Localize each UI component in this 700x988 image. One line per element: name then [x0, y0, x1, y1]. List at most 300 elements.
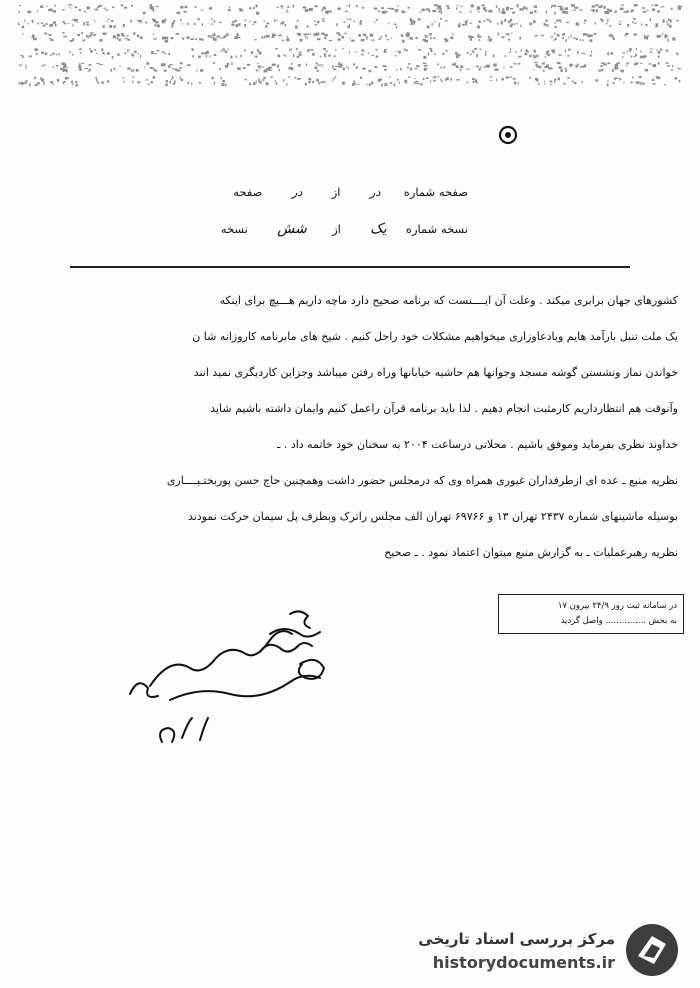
noise-speck: [287, 6, 289, 8]
noise-speck: [615, 64, 618, 67]
noise-speck: [358, 34, 360, 37]
noise-speck: [64, 81, 67, 82]
noise-speck: [416, 83, 419, 84]
noise-speck: [317, 70, 319, 72]
noise-speck: [151, 51, 154, 54]
noise-speck: [69, 51, 70, 53]
noise-speck: [124, 38, 127, 39]
noise-speck: [485, 53, 486, 56]
noise-speck: [678, 7, 681, 9]
noise-speck: [607, 9, 609, 11]
noise-speck: [37, 82, 40, 84]
noise-speck: [305, 36, 306, 38]
noise-speck: [484, 66, 486, 68]
noise-speck: [540, 66, 542, 68]
noise-speck: [349, 18, 351, 20]
noise-speck: [34, 77, 36, 79]
noise-speck: [544, 23, 546, 26]
noise-speck: [521, 49, 522, 52]
noise-speck: [127, 49, 130, 50]
noise-speck: [146, 79, 148, 81]
noise-speck: [181, 23, 182, 24]
noise-speck: [172, 68, 176, 69]
noise-speck: [657, 10, 660, 12]
noise-speck: [485, 10, 487, 12]
noise-speck: [256, 5, 258, 8]
noise-speck: [456, 55, 459, 58]
noise-speck: [103, 25, 105, 27]
noise-speck: [180, 77, 181, 80]
noise-speck: [285, 55, 287, 57]
noise-speck: [72, 38, 74, 41]
noise-speck: [487, 19, 490, 21]
noise-speck: [127, 35, 129, 36]
noise-speck: [292, 68, 294, 71]
noise-speck: [388, 23, 389, 24]
noise-speck: [595, 4, 598, 6]
noise-speck: [456, 7, 457, 9]
noise-speck: [44, 33, 47, 35]
noise-speck: [257, 63, 258, 64]
noise-speck: [22, 55, 24, 58]
noise-speck: [561, 69, 563, 72]
noise-speck: [25, 65, 26, 67]
noise-speck: [332, 65, 334, 66]
noise-speck: [512, 12, 515, 14]
noise-speck: [385, 83, 388, 86]
noise-speck: [172, 22, 175, 25]
noise-speck: [446, 5, 449, 7]
noise-speck: [254, 39, 256, 40]
noise-speck: [165, 37, 168, 40]
noise-speck: [157, 50, 160, 52]
noise-speck: [40, 5, 43, 8]
noise-speck: [478, 11, 480, 12]
noise-speck: [136, 69, 139, 72]
noise-speck: [249, 7, 252, 9]
noise-speck: [90, 48, 91, 50]
noise-speck: [264, 36, 266, 39]
noise-speck: [123, 77, 125, 78]
noise-speck: [326, 51, 328, 52]
noise-speck: [235, 24, 238, 27]
noise-speck: [490, 76, 492, 77]
noise-speck: [117, 37, 119, 39]
noise-speck: [354, 21, 355, 23]
noise-speck: [391, 38, 392, 39]
noise-speck: [324, 36, 326, 39]
noise-speck: [517, 5, 519, 7]
noise-speck: [671, 70, 674, 71]
noise-speck: [554, 80, 555, 83]
noise-speck: [62, 32, 64, 34]
noise-speck: [52, 83, 54, 84]
copy-number-line: [221, 221, 468, 237]
noise-speck: [479, 68, 481, 71]
noise-speck: [658, 77, 660, 80]
noise-speck: [220, 38, 223, 39]
noise-speck: [671, 8, 673, 10]
noise-speck: [201, 9, 203, 10]
noise-speck: [26, 81, 27, 84]
noise-speck: [577, 51, 579, 54]
noise-speck: [279, 69, 280, 72]
noise-speck: [214, 33, 215, 35]
noise-speck: [344, 33, 346, 34]
noise-speck: [634, 34, 638, 36]
noise-speck: [502, 8, 504, 11]
noise-speck: [459, 11, 462, 12]
noise-speck: [546, 11, 547, 14]
noise-speck: [363, 34, 366, 36]
noise-speck: [95, 49, 97, 51]
noise-speck: [329, 40, 332, 41]
noise-speck: [390, 82, 392, 84]
noise-speck: [631, 56, 633, 58]
noise-speck: [209, 56, 211, 57]
noise-speck: [562, 37, 564, 39]
noise-speck: [338, 62, 340, 65]
noise-speck: [490, 80, 492, 81]
noise-speck: [478, 21, 480, 23]
noise-speck: [18, 83, 20, 84]
noise-speck: [360, 23, 362, 25]
noise-speck: [64, 69, 68, 72]
noise-speck: [198, 56, 201, 58]
noise-speck: [18, 11, 20, 12]
noise-speck: [430, 37, 432, 39]
noise-speck: [356, 5, 358, 7]
noise-speck: [153, 38, 156, 39]
noise-speck: [378, 11, 380, 12]
noise-speck: [420, 83, 423, 85]
noise-speck: [225, 51, 228, 53]
noise-speck: [590, 54, 592, 57]
noise-speck: [83, 22, 85, 25]
noise-speck: [563, 83, 565, 85]
noise-speck: [668, 19, 670, 21]
noise-speck: [547, 51, 550, 53]
noise-speck: [642, 7, 645, 9]
noise-speck: [485, 51, 486, 53]
noise-speck: [259, 81, 261, 84]
noise-speck: [41, 23, 43, 24]
noise-speck: [622, 53, 625, 54]
noise-speck: [41, 52, 44, 54]
noise-speck: [678, 68, 681, 69]
noise-speck: [164, 53, 166, 54]
noise-speck: [382, 11, 386, 14]
noise-speck: [632, 76, 633, 79]
page-of: از: [331, 185, 341, 199]
noise-speck: [624, 11, 626, 13]
watermark-title: مرکز بررسی اسناد تاریخی: [418, 930, 615, 948]
noise-speck: [573, 38, 577, 39]
noise-speck: [576, 65, 578, 68]
noise-speck: [478, 25, 479, 28]
noise-speck: [437, 5, 441, 8]
noise-speck: [635, 82, 637, 83]
noise-speck: [169, 81, 171, 83]
noise-speck: [604, 11, 608, 14]
noise-speck: [493, 64, 496, 67]
noise-speck: [457, 79, 460, 81]
noise-speck: [432, 23, 433, 26]
noise-speck: [456, 65, 459, 68]
noise-speck: [424, 40, 428, 43]
noise-speck: [369, 83, 371, 86]
noise-speck: [478, 39, 480, 41]
noise-speck: [437, 64, 439, 66]
noise-speck: [619, 24, 622, 25]
noise-speck: [612, 69, 614, 72]
noise-speck: [526, 7, 528, 9]
noise-speck: [607, 53, 608, 54]
noise-speck: [564, 7, 568, 10]
noise-speck: [381, 84, 383, 87]
noise-speck: [607, 81, 609, 82]
noise-speck: [547, 24, 548, 25]
noise-speck: [590, 39, 593, 42]
noise-speck: [501, 11, 505, 12]
noise-speck: [441, 78, 442, 81]
noise-speck: [658, 52, 659, 54]
noise-speck: [72, 25, 74, 27]
noise-speck: [501, 22, 503, 24]
noise-speck: [432, 10, 436, 12]
noise-speck: [43, 25, 46, 27]
noise-speck: [535, 35, 538, 37]
noise-speck: [256, 80, 257, 83]
page-number-line: [233, 185, 468, 199]
noise-speck: [356, 67, 358, 69]
noise-speck: [90, 32, 94, 33]
noise-speck: [232, 21, 234, 23]
noise-speck: [476, 66, 479, 68]
noise-speck: [162, 37, 166, 40]
noise-speck: [69, 4, 72, 6]
noise-speck: [280, 6, 283, 8]
noise-speck: [650, 51, 652, 53]
noise-speck: [95, 21, 96, 22]
noise-speck: [36, 53, 38, 55]
noise-speck: [234, 36, 238, 39]
noise-speck: [537, 66, 540, 68]
noise-speck: [653, 64, 657, 67]
noise-speck: [640, 56, 642, 58]
noise-speck: [300, 54, 302, 56]
noise-speck: [139, 20, 142, 23]
noise-speck: [384, 50, 386, 53]
noise-speck: [555, 26, 557, 28]
noise-speck: [637, 81, 640, 84]
noise-speck: [475, 79, 477, 82]
noise-speck: [451, 78, 452, 81]
noise-speck: [19, 65, 22, 66]
noise-speck: [471, 4, 474, 7]
noise-speck: [263, 77, 266, 79]
noise-speck: [245, 79, 247, 80]
noise-speck: [433, 80, 436, 82]
noise-speck: [506, 8, 509, 10]
noise-speck: [519, 8, 522, 10]
noise-speck: [558, 66, 562, 68]
noise-speck: [510, 48, 511, 50]
noise-speck: [362, 7, 365, 9]
noise-speck: [546, 20, 548, 22]
noise-speck: [231, 63, 232, 66]
noise-speck: [272, 34, 275, 37]
noise-speck: [21, 82, 24, 84]
noise-speck: [257, 49, 259, 52]
noise-speck: [105, 10, 109, 11]
noise-speck: [322, 81, 325, 83]
noise-speck: [140, 55, 141, 58]
noise-speck: [371, 40, 375, 41]
noise-speck: [275, 48, 278, 50]
noise-speck: [265, 25, 267, 27]
noise-speck: [219, 68, 220, 71]
noise-speck: [595, 79, 598, 81]
noise-speck: [433, 37, 435, 39]
noise-speck: [277, 20, 278, 21]
noise-speck: [606, 23, 607, 25]
noise-speck: [513, 78, 516, 80]
noise-speck: [497, 23, 499, 25]
noise-speck: [429, 48, 432, 49]
noise-speck: [266, 35, 270, 38]
noise-speck: [322, 9, 323, 12]
noise-speck: [76, 84, 78, 87]
noise-speck: [534, 50, 536, 53]
handwritten-signature: [110, 600, 350, 760]
noise-speck: [185, 6, 188, 8]
noise-speck: [509, 52, 511, 53]
noise-speck: [600, 65, 603, 67]
noise-speck: [515, 23, 517, 24]
noise-speck: [55, 24, 57, 26]
noise-speck: [84, 68, 88, 69]
noise-speck: [642, 56, 645, 59]
noise-speck: [554, 79, 556, 81]
noise-speck: [195, 38, 197, 40]
noise-speck: [86, 35, 88, 37]
noise-speck: [258, 65, 261, 68]
noise-speck: [663, 19, 665, 21]
noise-speck: [144, 67, 145, 69]
noise-speck: [251, 51, 253, 54]
noise-speck: [568, 37, 569, 38]
noise-speck: [415, 68, 417, 69]
noise-speck: [610, 25, 612, 27]
noise-speck: [496, 5, 497, 8]
noise-speck: [43, 82, 45, 85]
noise-speck: [314, 20, 315, 22]
noise-speck: [335, 68, 337, 70]
noise-speck: [81, 63, 84, 64]
body-line-6: نظریه منبع ـ عده ای ازطرفداران غیوری همراه وی که درمجلس حضور داشت وهمچنین حاج حسن پوربختـیــــاری: [166, 474, 678, 487]
noise-speck: [639, 76, 642, 78]
noise-speck: [244, 20, 246, 21]
noise-speck: [576, 38, 578, 40]
noise-speck: [335, 76, 336, 78]
noise-speck: [328, 54, 330, 56]
noise-speck: [78, 65, 81, 68]
noise-speck: [554, 33, 556, 35]
noise-speck: [346, 66, 347, 68]
noise-speck: [541, 35, 544, 36]
noise-speck: [402, 40, 405, 43]
noise-speck: [506, 33, 510, 35]
noise-speck: [127, 67, 130, 69]
noise-speck: [434, 21, 435, 22]
noise-speck: [551, 50, 554, 52]
noise-speck: [298, 64, 301, 67]
noise-speck: [678, 6, 681, 8]
noise-speck: [63, 36, 67, 38]
noise-speck: [550, 80, 553, 82]
noise-speck: [652, 79, 655, 81]
noise-speck: [544, 83, 545, 84]
noise-speck: [269, 70, 273, 71]
noise-speck: [177, 69, 181, 71]
noise-speck: [593, 33, 596, 35]
noise-speck: [619, 78, 621, 81]
noise-speck: [29, 83, 31, 86]
noise-speck: [613, 38, 615, 41]
noise-speck: [214, 54, 216, 56]
receipt-stamp: [498, 594, 684, 634]
noise-speck: [653, 83, 656, 84]
noise-speck: [32, 20, 34, 23]
noise-speck: [518, 63, 520, 65]
noise-speck: [229, 6, 230, 8]
noise-speck: [565, 70, 567, 72]
noise-speck: [124, 7, 127, 9]
noise-speck: [369, 70, 372, 72]
noise-speck: [552, 51, 555, 53]
noise-speck: [275, 80, 276, 82]
noise-speck: [416, 66, 418, 67]
noise-speck: [243, 67, 246, 69]
noise-speck: [345, 11, 348, 12]
noise-speck: [429, 10, 431, 13]
noise-speck: [407, 66, 408, 68]
noise-speck: [427, 26, 430, 29]
noise-speck: [169, 64, 173, 65]
noise-speck: [569, 64, 572, 67]
noise-speck: [77, 21, 78, 23]
noise-speck: [445, 40, 448, 42]
noise-speck: [190, 38, 194, 40]
noise-speck: [88, 36, 89, 39]
noise-speck: [22, 33, 23, 35]
noise-speck: [87, 24, 90, 26]
noise-speck: [472, 51, 475, 53]
noise-speck: [354, 80, 356, 82]
noise-speck: [278, 55, 281, 57]
noise-speck: [440, 18, 442, 20]
noise-speck: [325, 34, 329, 36]
noise-speck: [479, 49, 481, 50]
noise-speck: [342, 36, 344, 39]
noise-speck: [148, 83, 150, 85]
noise-speck: [124, 81, 125, 83]
noise-speck: [156, 6, 159, 7]
noise-speck: [221, 83, 224, 86]
noise-speck: [376, 49, 378, 51]
noise-speck: [20, 55, 22, 56]
